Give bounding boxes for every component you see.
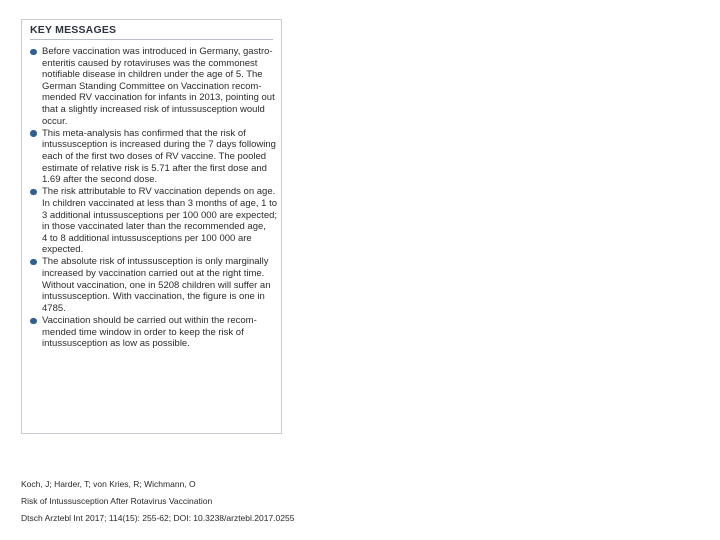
key-message-line: 1.69 after the second dose. xyxy=(42,174,158,186)
key-message-item xyxy=(30,256,275,314)
key-message-line: estimate of relative risk is 5.71 after the first dose and xyxy=(42,162,267,174)
key-message-line: Without vaccination, one in 5208 children will suffer an xyxy=(42,279,271,291)
key-message-line: In children vaccinated at less than 3 months of age, 1 to xyxy=(42,197,278,209)
key-message-line: intussusception is increased during the 7 days following xyxy=(42,139,276,151)
key-message-line: 4 to 8 additional intussusceptions per 100 000 are xyxy=(42,232,252,244)
key-message-item xyxy=(30,46,275,127)
citation-source: Dtsch Arztebl Int 2017; 114(15): 255-62; DOI: 10.3238/arztebl.2017.0255 xyxy=(21,513,295,523)
key-message-item xyxy=(30,128,275,186)
key-message-line: Before vaccination was introduced in Germany, gastro- xyxy=(42,46,273,57)
key-message-line: increased by vaccination carried out at the right time. xyxy=(42,268,265,280)
key-message-line: enteritis caused by rotaviruses was the commonest xyxy=(42,57,258,69)
key-message-line: mended time window in order to keep the risk of xyxy=(42,326,244,338)
key-message-line: occur. xyxy=(42,115,68,127)
key-message-item xyxy=(30,186,278,256)
key-message-line: each of the first two doses of RV vaccine. The pooled xyxy=(42,150,267,162)
key-message-item xyxy=(30,315,275,350)
key-messages-title: KEY MESSAGES xyxy=(30,24,117,36)
key-message-line: Vaccination should be carried out within the recom- xyxy=(42,315,257,327)
citation-block xyxy=(21,476,294,527)
key-message-line: 3 additional intussusceptions per 100 000 are expected; xyxy=(42,209,278,221)
key-messages-list xyxy=(30,46,278,350)
key-message-line: expected. xyxy=(42,244,84,256)
title-divider xyxy=(30,39,273,40)
citation-title: Risk of Intussusception After Rotavirus Vaccination xyxy=(21,496,213,506)
key-message-line: notifiable disease in children under the age of 5. The xyxy=(42,69,263,81)
bullet-dot-icon xyxy=(30,189,37,196)
key-message-line: that a slightly increased risk of intussusception would xyxy=(42,103,265,115)
bullet-dot-icon xyxy=(30,49,37,56)
bullet-dot-icon xyxy=(30,259,37,266)
key-message-line: 4785. xyxy=(42,302,66,314)
key-message-line: intussusception as low as possible. xyxy=(42,338,190,350)
key-message-line: The risk attributable to RV vaccination depends on age. xyxy=(42,186,276,198)
key-message-line: This meta-analysis has confirmed that the risk of xyxy=(42,127,246,139)
key-message-line: in those vaccinated later than the recommended age, xyxy=(42,221,266,233)
bullet-dot-icon xyxy=(30,318,37,325)
key-message-line: German Standing Committee on Vaccination recom- xyxy=(42,80,262,92)
key-message-line: mended RV vaccination for infants in 2013, pointing out xyxy=(42,92,275,104)
key-message-line: The absolute risk of intussusception is only marginally xyxy=(42,256,269,268)
key-messages-box xyxy=(21,19,282,434)
key-message-line: intussusception. With vaccination, the figure is one in xyxy=(42,291,265,303)
citation-authors: Koch, J; Harder, T; von Kries, R; Wichmann, O xyxy=(21,479,196,489)
bullet-dot-icon xyxy=(30,130,37,137)
